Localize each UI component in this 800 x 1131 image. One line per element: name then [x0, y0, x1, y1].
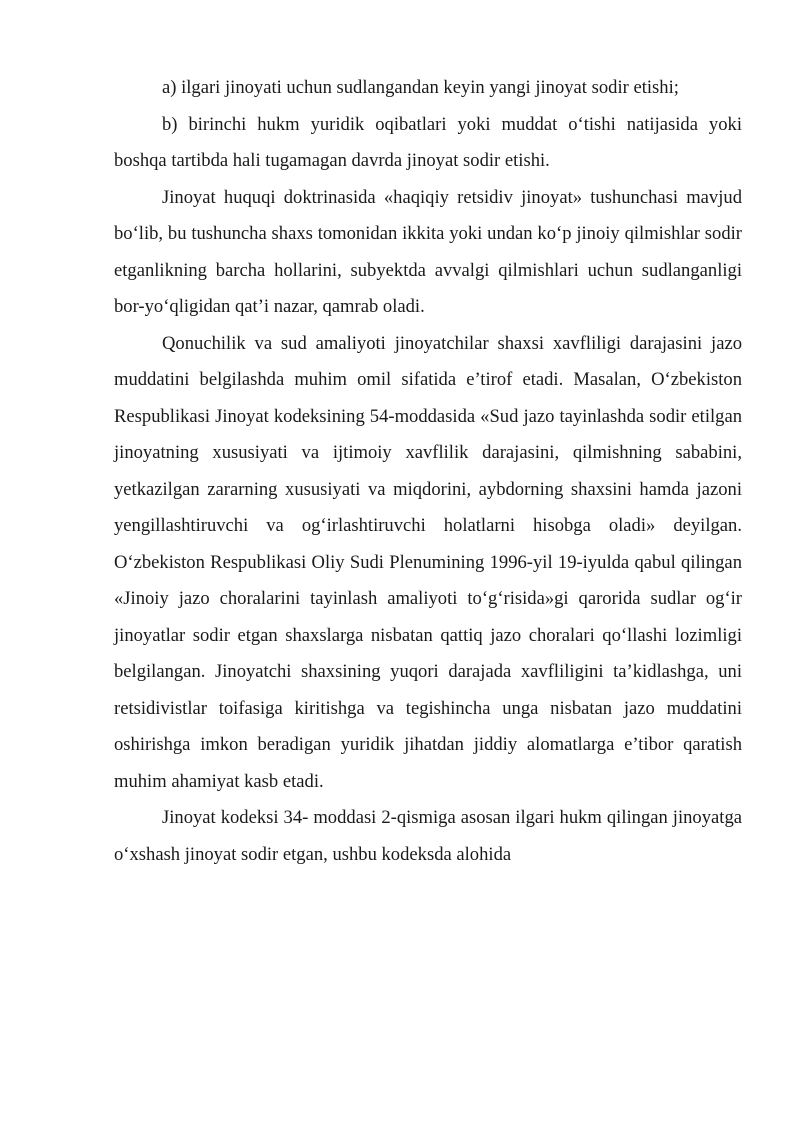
- paragraph-a: a) ilgari jinoyati uchun sudlangandan keyin yangi jinoyat sodir etishi;: [162, 77, 679, 98]
- paragraph-b: b) birinchi hukm yuridik oqibatlari yoki muddat o‘tishi natijasida yoki boshqa tartibda hali tugamagan davrda jinoyat sodir etishi.: [114, 113, 742, 171]
- paragraph-doctrine: Jinoyat huquqi doktrinasida «haqiqiy retsidiv jinoyat» tushunchasi mavjud bo‘lib, bu tushuncha shaxs tomonidan ikkita yoki undan ko‘p jinoiy qilmishlar sodir etganlikning barcha hollarini, subyektda avvalgi qilmishlari uchun sudlanganligi bor-yo‘qligidan qat’i nazar, qamrab oladi.: [114, 186, 742, 317]
- paragraph-legislation: Qonuchilik va sud amaliyoti jinoyatchilar shaxsi xavfliligi darajasini jazo muddatini belgilashda muhim omil sifatida e’tirof etadi. Masalan, O‘zbekiston Respublikasi Jinoyat kodeksining 54-moddasida «Sud jazo tayinlashda sodir etilgan jinoyatning xususiyati va ijtimoiy xavflilik darajasini, qilmishning sababini, yetkazilgan zararning xususiyati va miqdorini, aybdorning shaxsini hamda jazoni yengillashtiruvchi va og‘irlashtiruvchi holatlarni hisobga oladi» deyilgan. O‘zbekiston Respublikasi Oliy Sudi Plenumining 1996-yil 19-iyulda qabul qilingan «Jinoiy jazo choralarini tayinlash amaliyoti to‘g‘risida»gi qarorida sudlar og‘ir jinoyatlar sodir etgan shaxslarga nisbatan qattiq jazo choralari qo‘llashi lozimligi belgilangan. Jinoyatchi shaxsining yuqori darajada xavfliligini ta’kidlashga, uni retsidivistlar toifasiga kiritishga va tegishincha unga nisbatan jazo muddatini oshirishga imkon beradigan yuridik jihatdan jiddiy alomatlarga e’tibor qaratish muhim ahamiyat kasb etadi.: [114, 332, 742, 792]
- paragraph-article-34: Jinoyat kodeksi 34- moddasi 2-qismiga asosan ilgari hukm qilingan jinoyatga o‘xshash jinoyat sodir etgan, ushbu kodeksda alohida: [114, 807, 742, 865]
- document-page: [114, 70, 742, 873]
